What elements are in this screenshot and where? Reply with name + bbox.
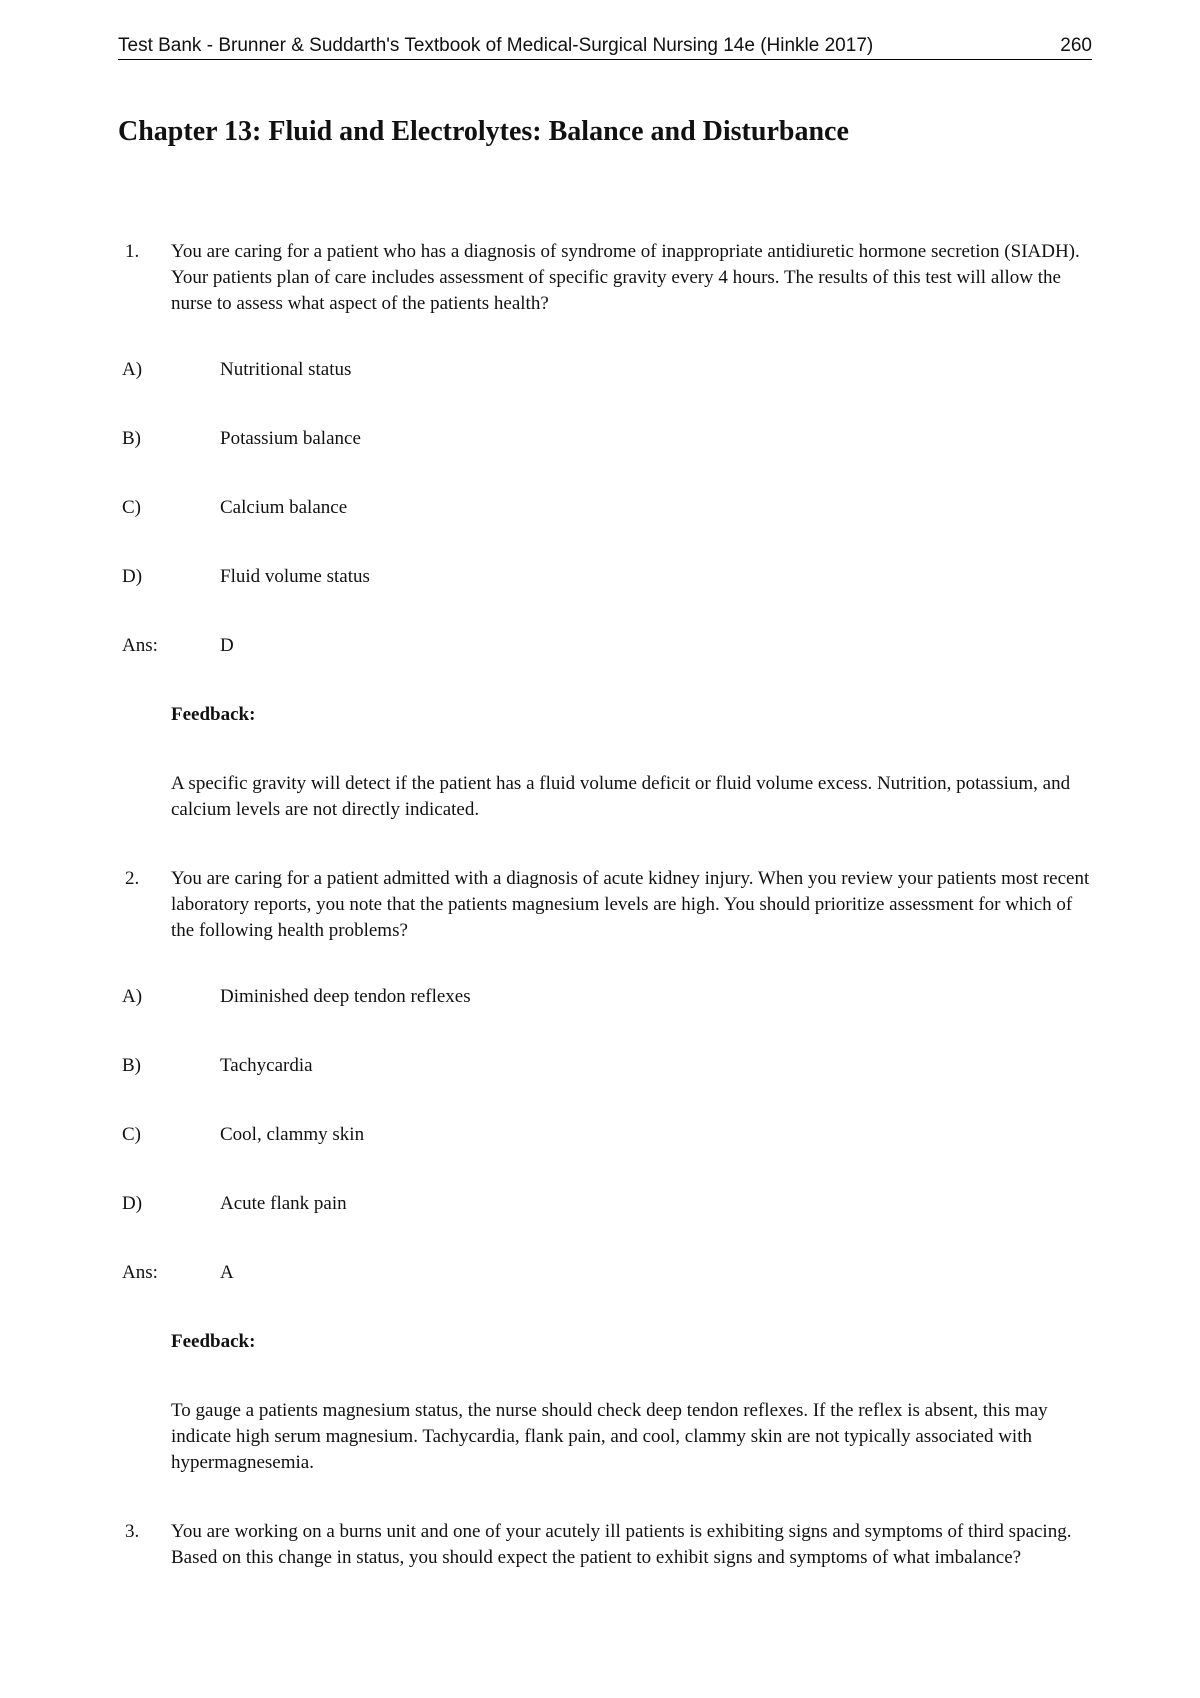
running-header: [118, 34, 1092, 60]
option-text: Nutritional status: [220, 359, 352, 380]
question-text: You are caring for a patient admitted with a diagnosis of acute kidney injury. When you review your patients most recent laboratory reports, you note that the patients magnesium levels are high. You should prioritize assessment for which of the following health problems?: [171, 868, 1090, 941]
option-letter: A): [122, 986, 143, 1007]
option-letter: B): [122, 1055, 141, 1076]
header-page-number: 260: [1060, 35, 1092, 56]
option-letter: D): [122, 566, 143, 587]
answer-value: D: [220, 635, 234, 656]
option-text: Calcium balance: [220, 497, 348, 518]
option-letter: D): [122, 1193, 143, 1214]
option-letter: A): [122, 359, 143, 380]
header-title: Test Bank - Brunner & Suddarth's Textbook of Medical-Surgical Nursing 14e (Hinkle 2017): [118, 35, 874, 56]
option-text: Acute flank pain: [220, 1193, 347, 1214]
option-text: Cool, clammy skin: [220, 1124, 365, 1145]
feedback-text: To gauge a patients magnesium status, the nurse should check deep tendon reflexes. If the reflex is absent, this may indicate high serum magnesium. Tachycardia, flank pain, and cool, clammy skin are not typically associated with hypermagnesemia.: [171, 1400, 1048, 1473]
option-text: Potassium balance: [220, 428, 361, 449]
chapter-title: Chapter 13: Fluid and Electrolytes: Balance and Disturbance: [118, 116, 849, 147]
answer-value: A: [220, 1262, 234, 1283]
feedback-text: A specific gravity will detect if the patient has a fluid volume deficit or fluid volume excess. Nutrition, potassium, and calcium levels are not directly indicated.: [171, 773, 1071, 820]
option-text: Fluid volume status: [220, 566, 370, 587]
option-text: Diminished deep tendon reflexes: [220, 986, 471, 1007]
option-letter: C): [122, 497, 141, 518]
answer-label: Ans:: [122, 635, 158, 656]
question-text: You are working on a burns unit and one of your acutely ill patients is exhibiting signs and symptoms of third spacing. Based on this change in status, you should expect the patient to exhibit signs and symptoms of what imbalance?: [171, 1521, 1072, 1568]
question-number: 2.: [125, 868, 140, 889]
option-text: Tachycardia: [220, 1055, 313, 1076]
feedback-label: Feedback:: [171, 704, 256, 725]
question-number: 1.: [125, 241, 140, 262]
answer-label: Ans:: [122, 1262, 158, 1283]
feedback-label: Feedback:: [171, 1331, 256, 1352]
option-letter: C): [122, 1124, 141, 1145]
question-text: You are caring for a patient who has a diagnosis of syndrome of inappropriate antidiuretic hormone secretion (SIADH). Your patients plan of care includes assessment of specific gravity every 4 hours. The results of this test will allow the nurse to assess what aspect of the patients health?: [171, 241, 1080, 314]
option-letter: B): [122, 428, 141, 449]
question-number: 3.: [125, 1521, 140, 1542]
